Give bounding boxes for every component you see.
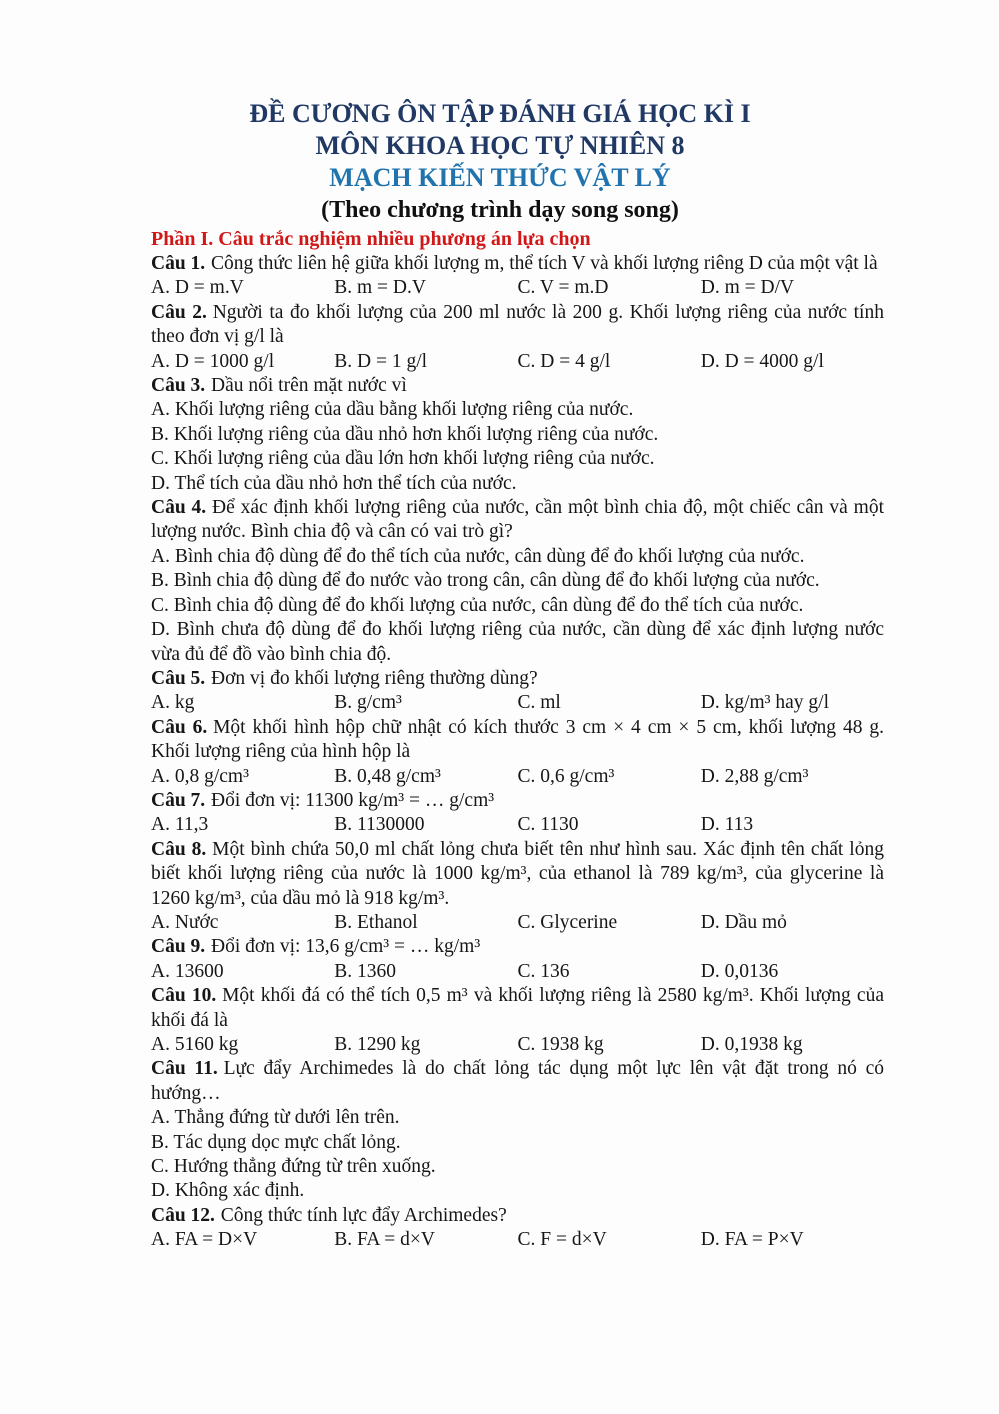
question-5 xyxy=(151,667,884,716)
option-d: D. 113 xyxy=(700,814,754,836)
option-c: C. Khối lượng riêng của dầu lớn hơn khối lượng riêng của nước. xyxy=(151,448,655,470)
question-body: Đổi đơn vị: 13,6 g/cm³ = … kg/m³ xyxy=(211,936,481,958)
document-subtitle-topic: MẠCH KIẾN THỨC VẬT LÝ xyxy=(329,163,671,192)
option-d: D. m = D/V xyxy=(700,277,795,299)
option-a: A. 0,8 g/cm³ xyxy=(151,765,249,787)
options-row xyxy=(151,960,884,984)
options-stacked xyxy=(151,398,884,496)
question-text xyxy=(151,301,884,350)
option-a: A. FA = D×V xyxy=(151,1229,258,1251)
question-8 xyxy=(151,838,884,936)
option-c: C. Hướng thẳng đứng từ trên xuống. xyxy=(151,1156,436,1178)
option-d: D. FA = P×V xyxy=(700,1229,804,1251)
question-label: Câu 10. xyxy=(151,985,217,1007)
question-body: Đổi đơn vị: 11300 kg/m³ = … g/cm³ xyxy=(211,789,495,811)
question-label: Câu 3. xyxy=(151,375,206,397)
question-text xyxy=(151,716,884,765)
option-b: B. 1130000 xyxy=(334,814,425,836)
option-a: A. 11,3 xyxy=(151,814,209,836)
option-d: D. 0,0136 xyxy=(700,960,779,982)
question-7 xyxy=(151,789,884,838)
question-text xyxy=(151,984,884,1033)
question-label: Câu 2. xyxy=(151,301,207,323)
document-title: ĐỀ CƯƠNG ÔN TẬP ĐÁNH GIÁ HỌC KÌ I xyxy=(249,99,751,128)
option-b: B. Khối lượng riêng của dầu nhỏ hơn khối lượng riêng của nước. xyxy=(151,423,659,445)
options-row xyxy=(151,350,884,374)
question-3 xyxy=(151,374,884,496)
options-stacked xyxy=(151,545,884,667)
section-heading-part-1: Phần I. Câu trắc nghiệm nhiều phương án lựa chọn xyxy=(151,228,591,250)
options-row xyxy=(151,911,884,935)
question-label: Câu 9. xyxy=(151,936,206,958)
question-body: Công thức tính lực đẩy Archimedes? xyxy=(220,1204,507,1226)
option-d: D. Không xác định. xyxy=(151,1180,305,1202)
question-label: Câu 4. xyxy=(151,497,207,519)
question-1 xyxy=(151,252,884,301)
document-subtitle-program: (Theo chương trình dạy song song) xyxy=(321,197,679,223)
question-text xyxy=(151,667,884,691)
option-a: A. D = 1000 g/l xyxy=(151,350,275,372)
option-c: C. 1938 kg xyxy=(517,1034,604,1055)
option-c: C. Bình chia độ dùng để đo khối lượng của nước, cân dùng để đo thể tích của nước. xyxy=(151,594,804,616)
question-text xyxy=(151,496,884,545)
option-b: B. Ethanol xyxy=(334,911,418,933)
option-b: B. FA = d×V xyxy=(334,1229,435,1251)
option-b: B. Bình chia độ dùng để đo nước vào trong cân, cân dùng để đo khối lượng của nước. xyxy=(151,570,820,592)
options-row xyxy=(151,1033,884,1057)
question-body: Dầu nổi trên mặt nước vì xyxy=(211,375,407,397)
option-c: C. Glycerine xyxy=(517,911,618,933)
question-11 xyxy=(151,1057,884,1203)
options-stacked xyxy=(151,1106,884,1204)
option-d: D. Thể tích của dầu nhỏ hơn thể tích của nước. xyxy=(151,472,517,494)
option-b: B. m = D.V xyxy=(334,277,426,299)
option-b: B. g/cm³ xyxy=(334,692,402,714)
options-row xyxy=(151,1228,884,1252)
question-4 xyxy=(151,496,884,667)
option-a: A. 5160 kg xyxy=(151,1034,239,1055)
options-row xyxy=(151,765,884,789)
option-a: A. Thẳng đứng từ dưới lên trên. xyxy=(151,1107,400,1129)
question-12 xyxy=(151,1204,884,1253)
question-9 xyxy=(151,935,884,984)
question-label: Câu 8. xyxy=(151,838,207,860)
question-body: Một khối đá có thể tích 0,5 m³ và khối lượng riêng là 2580 kg/m³. Khối lượng của khối đá là xyxy=(151,985,884,1031)
options-row xyxy=(151,276,884,300)
option-a: A. 13600 xyxy=(151,960,224,982)
option-c: C. 1130 xyxy=(517,814,579,836)
option-a: A. Khối lượng riêng của dầu bằng khối lượng riêng của nước. xyxy=(151,399,634,421)
option-b: B. 1290 kg xyxy=(334,1034,421,1055)
question-10 xyxy=(151,984,884,1057)
document-subtitle-subject: MÔN KHOA HỌC TỰ NHIÊN 8 xyxy=(315,131,685,160)
option-c: C. 0,6 g/cm³ xyxy=(517,765,615,787)
option-c: C. 136 xyxy=(517,960,570,982)
option-c: C. D = 4 g/l xyxy=(517,350,611,372)
options-row xyxy=(151,691,884,715)
question-2 xyxy=(151,301,884,374)
option-c: C. ml xyxy=(517,692,561,714)
question-text xyxy=(151,789,884,813)
option-d: D. kg/m³ hay g/l xyxy=(700,692,830,714)
question-text xyxy=(151,252,884,276)
question-body: Một bình chứa 50,0 ml chất lỏng chưa biết tên như hình sau. Xác định tên chất lỏng biết khối lượng riêng của nước là 1000 kg/m³, của ethanol là 789 kg/m³, của glycerine là 1260 kg/m³, của dầu mỏ là 918 kg/m³. xyxy=(151,838,884,909)
question-label: Câu 12. xyxy=(151,1204,215,1226)
option-d: D. 2,88 g/cm³ xyxy=(700,765,809,787)
option-b: B. 0,48 g/cm³ xyxy=(334,765,441,787)
question-label: Câu 6. xyxy=(151,716,208,738)
question-label: Câu 11. xyxy=(151,1058,218,1080)
question-label: Câu 1. xyxy=(151,253,206,274)
question-body: Công thức liên hệ giữa khối lượng m, thể tích V và khối lượng riêng D của một vật là xyxy=(211,253,878,274)
question-body: Đơn vị đo khối lượng riêng thường dùng? xyxy=(211,667,538,689)
question-text xyxy=(151,374,884,398)
question-text xyxy=(151,935,884,959)
option-a: A. Bình chia độ dùng để đo thể tích của nước, cân dùng để đo khối lượng của nước. xyxy=(151,545,805,567)
question-body: Lực đẩy Archimedes là do chất lỏng tác dụng một lực lên vật đặt trong nó có hướng… xyxy=(151,1058,884,1104)
question-body: Người ta đo khối lượng của 200 ml nước là 200 g. Khối lượng riêng của nước tính theo đơn vị g/l là xyxy=(151,301,884,348)
question-6 xyxy=(151,716,884,789)
question-body: Một khối hình hộp chữ nhật có kích thước 3 cm × 4 cm × 5 cm, khối lượng 48 g. Khối lượng riêng của hình hộp là xyxy=(151,716,884,763)
option-c: C. V = m.D xyxy=(517,277,609,299)
option-b: B. Tác dụng dọc mực chất lỏng. xyxy=(151,1131,401,1153)
question-text xyxy=(151,1057,884,1106)
option-d: D. D = 4000 g/l xyxy=(700,350,824,372)
question-body: Để xác định khối lượng riêng của nước, cần một bình chia độ, một chiếc cân và một lượng nước. Bình chia độ và cân có vai trò gì? xyxy=(151,497,884,543)
question-label: Câu 7. xyxy=(151,789,206,811)
option-b: B. 1360 xyxy=(334,960,397,982)
question-text xyxy=(151,838,884,911)
option-a: A. kg xyxy=(151,692,195,714)
option-d: D. 0,1938 kg xyxy=(700,1034,803,1055)
options-row xyxy=(151,813,884,837)
option-b: B. D = 1 g/l xyxy=(334,350,428,372)
option-c: C. F = d×V xyxy=(517,1229,607,1251)
document-title-block xyxy=(151,98,849,226)
option-a: A. Nước xyxy=(151,911,219,933)
question-label: Câu 5. xyxy=(151,667,206,689)
option-d: D. Dầu mỏ xyxy=(700,911,787,933)
question-text xyxy=(151,1204,884,1228)
option-d: D. Bình chưa độ dùng để đo khối lượng riêng của nước, cần dùng để xác định lượng nước vừa đủ để đồ vào bình chia độ. xyxy=(151,619,884,665)
option-a: A. D = m.V xyxy=(151,277,244,299)
